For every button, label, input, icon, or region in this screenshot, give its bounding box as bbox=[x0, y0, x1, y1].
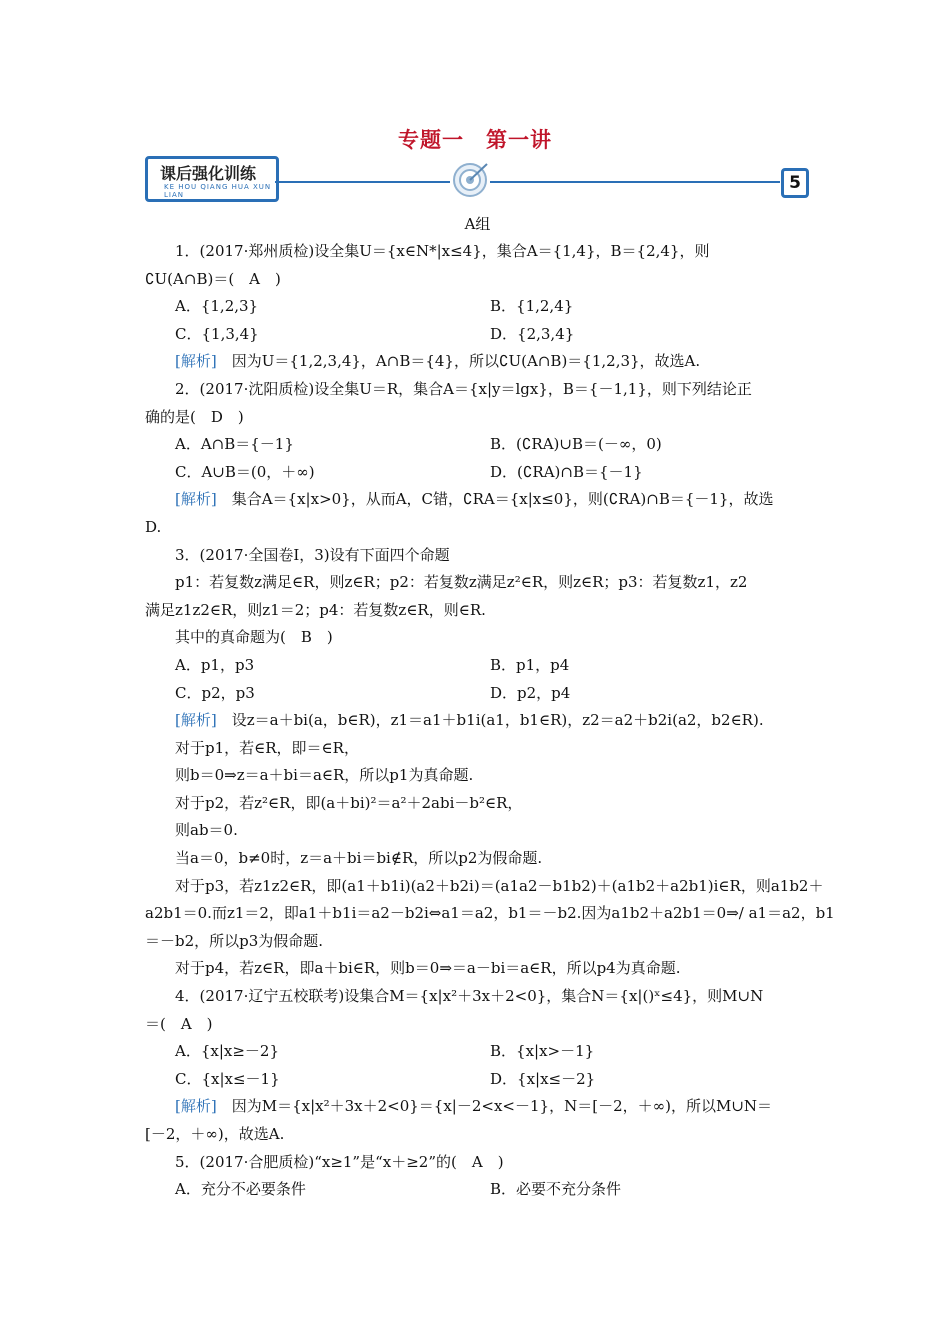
option-right: B．(∁RA)∪B＝(－∞，0) bbox=[490, 435, 662, 454]
solution-line bbox=[145, 348, 810, 376]
text-line: 对于p4，若z∈R，即a＋bi∈R，则b＝0⇒＝a－bi＝a∈R，所以p4为真命题. bbox=[175, 959, 681, 978]
option-right: B．{x|x>－1} bbox=[490, 1042, 595, 1061]
option-left: A．充分不必要条件 bbox=[175, 1180, 306, 1199]
page-title: 专题一 第一讲 bbox=[398, 127, 552, 152]
option-left: C．{1,3,4} bbox=[175, 324, 259, 343]
text-line: 对于p3，若z1z2∈R，即(a1＋b1i)(a2＋b2i)＝(a1a2－b1b2)＋(a1b2＋a2b1)i∈R，则a1b2＋ bbox=[175, 876, 824, 895]
solution-tag: [解析] bbox=[175, 711, 217, 730]
banner-sub-label: KE HOU QIANG HUA XUN LIAN bbox=[164, 183, 272, 199]
answer-options bbox=[145, 321, 810, 349]
solution-line bbox=[145, 707, 810, 735]
text-line: 1．(2017·郑州质检)设全集U＝{x∈N*|x≤4}，集合A＝{1,4}，B＝{2,4}，则 bbox=[175, 242, 710, 260]
solution-tag: [解析] bbox=[175, 1097, 217, 1116]
text-line: 则b＝0⇒z＝a＋bi＝a∈R，所以p1为真命题. bbox=[175, 766, 474, 785]
option-left: A．p1，p3 bbox=[175, 655, 255, 674]
group-title: A组 bbox=[464, 215, 491, 233]
text-line: 当a＝0，b≠0时，z＝a＋bi＝bi∉R，所以p2为假命题. bbox=[175, 849, 543, 868]
banner-label: 课后强化训练 bbox=[160, 164, 257, 183]
option-left: A．{x|x≥－2} bbox=[175, 1042, 280, 1061]
text-line: a2b1＝0.而z1＝2，即a1＋b1i＝a2－b2i⇔a1＝a2，b1＝－b2.因为a1b2＋a2b1＝0⇒/ a1＝a2，b1 bbox=[145, 904, 835, 923]
target-icon bbox=[445, 156, 495, 200]
answer-options bbox=[145, 1038, 810, 1066]
text-line: 确的是( D ) bbox=[145, 407, 244, 426]
option-right: B．必要不充分条件 bbox=[490, 1180, 622, 1199]
option-left: A．A∩B＝{－1} bbox=[175, 435, 294, 454]
text-line: 满足z1z2∈R，则z1＝2；p4：若复数z∈R，则∈R. bbox=[145, 600, 486, 619]
solution-text: 设z＝a＋bi(a，b∈R)，z1＝a1＋b1i(a1，b1∈R)，z2＝a2＋b2i(a2，b2∈R). bbox=[216, 711, 764, 730]
option-right: B．p1，p4 bbox=[490, 655, 570, 674]
option-left: A．{1,2,3} bbox=[175, 297, 259, 316]
answer-options bbox=[145, 293, 810, 321]
solution-line bbox=[145, 486, 810, 514]
text-line: D. bbox=[145, 517, 162, 536]
text-line: ＝－b2，所以p3为假命题. bbox=[145, 931, 324, 950]
text-line: p1：若复数z满足∈R，则z∈R；p2：若复数z满足z²∈R，则z∈R；p3：若复数z1，z2 bbox=[175, 573, 748, 592]
text-line: 4．(2017·辽宁五校联考)设集合M＝{x|x²＋3x＋2<0}，集合N＝{x|()ˣ≤4}，则M∪N bbox=[175, 987, 764, 1006]
solution-tag: [解析] bbox=[175, 490, 217, 509]
option-right: D．(∁RA)∩B＝{－1} bbox=[490, 462, 643, 481]
text-line: ∁U(A∩B)＝( A ) bbox=[145, 269, 281, 288]
section-banner bbox=[145, 156, 810, 200]
text-line: 5．(2017·合肥质检)“x≥1”是“x＋≥2”的( A ) bbox=[175, 1152, 504, 1171]
text-line: 其中的真命题为( B ) bbox=[175, 628, 333, 647]
text-line: 2．(2017·沈阳质检)设全集U＝R，集合A＝{x|y＝lgx}，B＝{－1,1}，则下列结论正 bbox=[175, 379, 752, 398]
banner-divider-left bbox=[275, 181, 450, 183]
answer-options bbox=[145, 459, 810, 487]
answer-options bbox=[145, 680, 810, 708]
solution-line bbox=[145, 1093, 810, 1121]
solution-tag: [解析] bbox=[175, 352, 217, 371]
option-right: B．{1,2,4} bbox=[490, 297, 574, 316]
solution-text: 集合A＝{x|x>0}，从而A，C错，∁RA＝{x|x≤0}，则(∁RA)∩B＝{－1}，故选 bbox=[216, 490, 774, 509]
answer-options bbox=[145, 652, 810, 680]
exercise-body bbox=[145, 210, 835, 1204]
option-right: D．{x|x≤－2} bbox=[490, 1069, 596, 1088]
option-left: C．{x|x≤－1} bbox=[175, 1069, 280, 1088]
answer-options bbox=[145, 1066, 810, 1094]
text-line: [－2，＋∞)，故选A. bbox=[145, 1125, 285, 1143]
option-right: D．p2，p4 bbox=[490, 683, 571, 702]
text-line: 则ab＝0. bbox=[175, 821, 238, 840]
solution-text: 因为U＝{1,2,3,4}，A∩B＝{4}，所以∁U(A∩B)＝{1,2,3}，故选A. bbox=[216, 352, 701, 371]
option-left: C．p2，p3 bbox=[175, 683, 255, 702]
text-line: ＝( A ) bbox=[145, 1014, 213, 1033]
answer-options bbox=[145, 1176, 810, 1204]
option-right: D．{2,3,4} bbox=[490, 324, 575, 343]
banner-divider-right bbox=[490, 181, 780, 183]
lesson-number-badge: 5 bbox=[781, 168, 809, 198]
text-line: 对于p2，若z²∈R，即(a＋bi)²＝a²＋2abi－b²∈R， bbox=[175, 793, 523, 812]
text-line: 对于p1，若∈R，即＝∈R， bbox=[175, 738, 359, 757]
answer-options bbox=[145, 431, 810, 459]
option-left: C．A∪B＝(0，＋∞) bbox=[175, 462, 315, 481]
banner-label-box bbox=[145, 156, 279, 202]
text-line: 3．(2017·全国卷Ⅰ，3)设有下面四个命题 bbox=[175, 545, 450, 564]
solution-text: 因为M＝{x|x²＋3x＋2<0}＝{x|－2<x<－1}，N＝[－2，＋∞)，所以M∪N＝ bbox=[216, 1097, 773, 1116]
